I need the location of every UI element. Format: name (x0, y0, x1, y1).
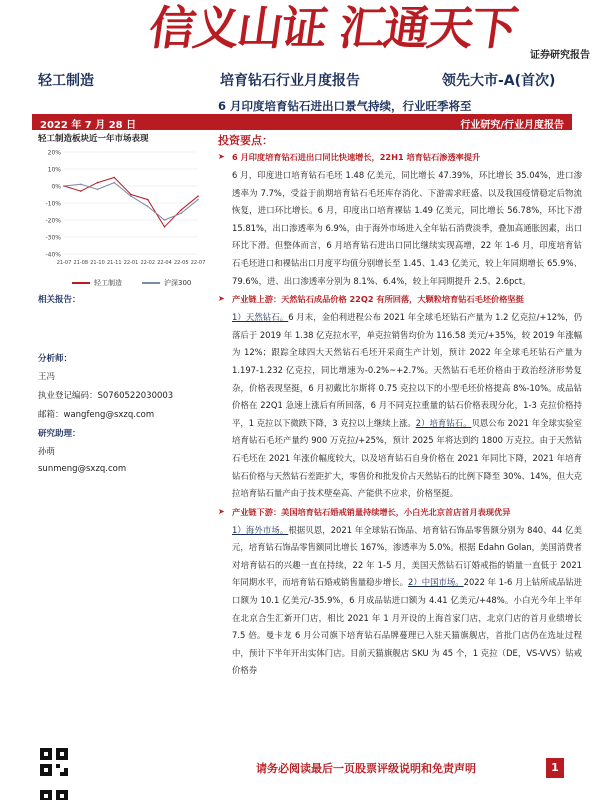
paragraph-2: 1）天然钻石。6 月末，金伯利进程公布 2021 年全球毛坯钻石产量为 1.2 亿克拉/+12%，仍落后于 2019 年 1.38 亿克拉水平，单克拉销售均价为 116.58 美元/+35%，较 2019 年涨幅为 12%；跟踪全球四大天然钻石毛坯开采商生产计划，预计 2022 年全球毛坯钻石产量为 1.197-1.232 亿克拉，同比增速为-0.2%~+2.7%。天然钻石毛坯价格由于政治经济形势复杂，价格表现坚挺，6 月初戴比尔斯将 0.75 克拉以下的小型毛坯价格提高 8%-10%。成品钻价格在 22Q1 急速上涨后有所回落，6 月不同克拉重量的钻石价格表现分化，1-3 克拉价格持平，1 克拉以下微跌下降，3 克拉以上继续上涨。2）培育钻石。贝恩公布 2021 年全球实验室培育钻石毛坯产量约 900 万克拉/+25%，预计 2025 年将达到约 1800 万克拉。由于天然钻石毛坯在 2021 年涨价幅度较大，以及培育钻石自身价格在 2021 年同比下降，2021 年培育钻石价格与天然钻石差距扩大，零售价和批发价占天然钻石的比例下降至 30%、14%，但大克拉培育钻石量产由于技术壁垒高、产能供不应求，价格坚挺。 (232, 312, 583, 499)
x-tick-label: 22-07 (190, 260, 206, 266)
legend-item-2: 沪深300 (142, 278, 191, 288)
assistant-label: 研究助理： (38, 429, 81, 439)
related-reports-label: 相关报告： (38, 295, 81, 305)
related-reports (38, 293, 81, 311)
rating-label: 领先大市-A(首次) (442, 73, 556, 89)
analyst-email[interactable]: 邮箱：wangfeng@sxzq.com (38, 410, 155, 420)
legend-item-1: 轻工制造 (72, 278, 122, 288)
industry-label: 轻工制造 (38, 73, 94, 89)
data-point (164, 226, 166, 228)
report-date: 2022 年 7 月 28 日 (40, 120, 137, 131)
data-point (97, 182, 99, 184)
y-tick-label: 20% (47, 149, 61, 157)
x-tick-label: 22-05 (173, 260, 189, 266)
x-tick-label: 22-04 (157, 260, 172, 266)
analyst-block (38, 352, 173, 481)
data-point (97, 189, 99, 191)
y-tick-label: -30% (45, 234, 61, 242)
data-point (63, 185, 65, 187)
brand-slogan: 信义山证 汇通天下 (145, 1, 520, 55)
series-line-2 (64, 183, 198, 220)
legend-swatch-2 (142, 282, 160, 284)
data-point (147, 199, 149, 201)
page-number: 1 (546, 758, 564, 778)
date-bar (32, 114, 572, 130)
data-point (113, 177, 115, 179)
footer (218, 758, 582, 780)
data-point (180, 209, 182, 211)
chart-legend (38, 278, 208, 288)
y-tick-label: -10% (45, 200, 61, 208)
bullet-heading-1: ➤ 6 月印度培育钻石进出口同比快速增长，22H1 培育钻石渗透率提升 (218, 152, 481, 162)
header-banner (0, 0, 600, 62)
report-headline: 6 月印度培育钻石进出口景气持续，行业旺季将至 (218, 99, 472, 113)
y-tick-label: 0% (51, 183, 61, 191)
report-category: 行业研究/行业月度报告 (460, 120, 564, 131)
bullet-arrow-icon: ➤ (218, 294, 225, 304)
legend-swatch-1 (72, 282, 90, 284)
x-tick-label: 22-02 (140, 260, 156, 266)
subheading-natural-diamond: 1）天然钻石。 (232, 312, 289, 323)
x-tick-label: 21-10 (90, 260, 105, 266)
bullet-arrow-icon: ➤ (218, 152, 225, 161)
paragraph-3: 1）海外市场。根据贝恩，2021 年全球钻石饰品、培育钻石饰品零售额分别为 840、44 亿美元，培育钻石饰品零售额同比增长 167%，渗透率为 5.0%。根据 Edahn Golan，美国消费者对培育钻石的兴趣一直在持续，22 年 1-5 月，美国天然钻石订婚戒指的销量一直低于 2021 年同期水平，而培育钻石婚戒销售量稳步增长。2）中国市场。2022 年 1-6 月上钻所成品钻进口额为 10.1 亿美元/-35.9%，6 月成品钻进口额为 4.41 亿美元/+48%。小白光今年上半年在北京合生汇新开门店，相比 2021 年 1 月开设的上海首家门店，北京门店的首月业绩增长 7.5 倍。曼卡龙 6 月公司旗下培育钻石品牌蔓理已入驻天猫旗舰店，首批门店仍在选址过程中，预计下半年开出实体门店。目前天猫旗舰店 SKU 为 45 个，1 克拉（DE，VS-VVS）钻戒价格券 (232, 524, 583, 676)
chart-svg (38, 146, 206, 274)
data-point (164, 219, 166, 221)
data-point (130, 194, 132, 196)
bullet-heading-3: ➤ 产业链下游：美国培育钻石婚戒销量持续增长，小白光北京首店首月表现优异 (218, 506, 511, 517)
data-point (147, 206, 149, 208)
paragraph-1: 6 月，印度进口培育钻石毛坯 1.48 亿美元，同比增长 47.39%，环比增长 35.04%，进口渗透率为 7.7%，受益于前期培育钻石毛坯库存消化、下游需求旺盛、以及我国疫情稳定后物流恢复，进口环比增长。6 月，印度出口培育裸钻 1.49 亿美元，同比增长 56.78%，环比下滑 15.81%，出口渗透率为 6.9%，由于海外市场进入全年钻石消费淡季，叠加高通胀因素，出口环比下滑。但整体而言，6 月培育钻石进出口同比继续实现高增，22 年 1-6 月，印度培育钻石毛坯进口和裸钻出口月度平均值分别增长至 1.45、1.43 亿美元，较上年同期增长 65.9%、79.6%，进、出口渗透率分别为 8.1%、6.4%，较上年同期提升 2.5、2.6pct。 (232, 170, 582, 286)
x-tick-label: 21-07 (56, 260, 72, 266)
assistant-name: 孙萌 (38, 447, 56, 457)
bullet-heading-2: ➤ 产业链上游：天然钻石成品价格 22Q2 有所回落，大颗粒培育钻石毛坯价格坚挺 (218, 294, 524, 305)
bullet-arrow-icon: ➤ (218, 506, 225, 516)
analyst-name: 王冯 (38, 372, 56, 382)
data-point (113, 182, 115, 184)
data-point (80, 184, 82, 186)
data-point (197, 195, 199, 197)
y-tick-label: -40% (45, 251, 61, 259)
chart-title: 轻工制造板块近一年市场表现 (38, 134, 149, 144)
data-point (197, 199, 199, 201)
analyst-cert: 执业登记编码：S0760522030003 (38, 391, 174, 401)
disclaimer-text: 请务必阅读最后一页股票评级说明和免责声明 (256, 762, 476, 775)
data-point (180, 212, 182, 214)
subheading-overseas-market: 1）海外市场。 (232, 524, 289, 535)
section-title: 投资要点： (218, 134, 273, 147)
analyst-label: 分析师： (38, 354, 73, 364)
report-type-tag: 证券研究报告 (530, 50, 590, 61)
report-header-row (0, 70, 600, 92)
left-column (38, 132, 208, 288)
x-tick-label: 22-01 (123, 260, 139, 266)
data-point (80, 190, 82, 192)
performance-chart (38, 146, 206, 274)
subheading-lab-diamond: 2）培育钻石。 (415, 417, 472, 428)
x-tick-label: 21-08 (73, 260, 89, 266)
y-tick-label: -20% (45, 217, 61, 225)
main-content (218, 132, 582, 680)
qr-code-icon-2 (40, 790, 68, 800)
x-tick-label: 21-11 (106, 260, 122, 266)
qr-code-icon (40, 748, 68, 776)
assistant-email[interactable]: sunmeng@sxzq.com (38, 464, 127, 474)
data-point (130, 195, 132, 197)
subheading-china-market: 2）中国市场。 (407, 577, 464, 588)
report-title: 培育钻石行业月度报告 (220, 73, 360, 89)
y-tick-label: 10% (47, 166, 61, 174)
